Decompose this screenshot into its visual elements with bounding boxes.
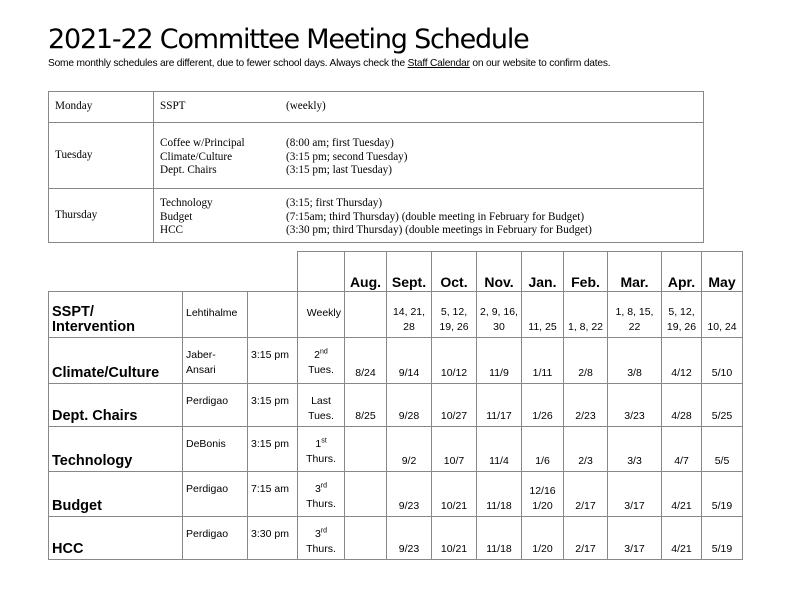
meeting-dates: 10/27 — [432, 384, 477, 427]
meeting-dates: 9/23 — [387, 517, 432, 560]
meeting-frequency — [298, 427, 345, 472]
meeting-dates: 8/25 — [345, 384, 387, 427]
committee-row — [49, 517, 743, 560]
meeting-note: (3:30 pm; third Thursday) (double meetings in February for Budget) — [286, 224, 592, 237]
committee-name: Climate/Culture — [49, 338, 183, 384]
meeting-dates — [345, 427, 387, 472]
meeting-dates: 9/28 — [387, 384, 432, 427]
header-blank — [248, 252, 298, 292]
ordinal-suffix: st — [321, 437, 327, 445]
meeting-dates: 4/28 — [662, 384, 702, 427]
weekly-overview-table — [48, 91, 704, 243]
month-header: Sept. — [387, 252, 432, 292]
frequency-label: Tues. — [308, 410, 334, 422]
frequency-ordinal — [301, 437, 341, 452]
meeting-note: (3:15 pm; last Tuesday) — [286, 164, 392, 177]
meeting-dates: 10/21 — [432, 517, 477, 560]
meeting-dates: 2/23 — [564, 384, 608, 427]
header-blank — [183, 252, 248, 292]
committee-row — [49, 292, 743, 338]
meeting-frequency — [298, 517, 345, 560]
meeting-name: Climate/Culture — [160, 150, 233, 163]
meeting-name: Coffee w/Principal — [160, 137, 245, 150]
frequency-ordinal — [301, 482, 341, 497]
header-blank — [49, 252, 183, 292]
committee-name: SSPT/ Intervention — [49, 292, 183, 338]
meeting-name: HCC — [160, 224, 184, 237]
meeting-dates: 10/12 — [432, 338, 477, 384]
meeting-dates: 3/17 — [608, 472, 662, 517]
weekday-row — [49, 92, 704, 123]
meeting-line — [160, 211, 703, 225]
frequency-label: Thurs. — [306, 453, 336, 465]
month-header: Nov. — [477, 252, 522, 292]
meeting-dates: 2/3 — [564, 427, 608, 472]
meeting-dates: 5/5 — [702, 427, 743, 472]
subtitle-text-end: on our website to confirm dates. — [469, 58, 611, 69]
meeting-dates: 1/26 — [522, 384, 564, 427]
subtitle — [48, 58, 610, 69]
ordinal-suffix: nd — [320, 348, 328, 356]
month-header: May — [702, 252, 743, 292]
committee-name: HCC — [49, 517, 183, 560]
meeting-dates: 5/10 — [702, 338, 743, 384]
meeting-frequency — [298, 384, 345, 427]
month-header: Mar. — [608, 252, 662, 292]
committee-lead: Perdigao — [183, 472, 248, 517]
meeting-dates — [345, 472, 387, 517]
frequency-ordinal — [301, 394, 341, 409]
weekday-label: Tuesday — [49, 123, 154, 189]
meeting-dates: 10/7 — [432, 427, 477, 472]
meeting-note: (3:15 pm; second Tuesday) — [286, 150, 408, 163]
meeting-dates: 3/23 — [608, 384, 662, 427]
frequency-label: Thurs. — [306, 498, 336, 510]
ordinal-number: 3 — [314, 528, 321, 540]
subtitle-text: Some monthly schedules are different, due to fewer school days. Always check the — [48, 58, 408, 69]
meeting-dates: 2/17 — [564, 517, 608, 560]
frequency-label: Weekly — [306, 307, 341, 319]
meeting-dates: 11/9 — [477, 338, 522, 384]
committee-row — [49, 427, 743, 472]
meeting-dates: 5/25 — [702, 384, 743, 427]
meeting-time — [248, 292, 298, 338]
header-frequency — [298, 252, 345, 292]
meeting-dates: 5, 12, 19, 26 — [432, 292, 477, 338]
committee-name: Technology — [49, 427, 183, 472]
committee-lead: Perdigao — [183, 517, 248, 560]
weekday-label: Thursday — [49, 189, 154, 243]
meeting-dates: 14, 21, 28 — [387, 292, 432, 338]
meeting-frequency — [298, 338, 345, 384]
ordinal-number: 3 — [314, 483, 321, 495]
weekday-meetings — [154, 189, 704, 243]
committee-lead: Lehtihalme — [183, 292, 248, 338]
meeting-note: (3:15; first Thursday) — [286, 197, 383, 210]
meeting-dates: 5/19 — [702, 472, 743, 517]
meeting-line — [160, 137, 703, 151]
meeting-dates: 9/2 — [387, 427, 432, 472]
meeting-dates: 8/24 — [345, 338, 387, 384]
meeting-time: 3:30 pm — [248, 517, 298, 560]
meeting-line — [160, 224, 703, 238]
meeting-dates: 1, 8, 22 — [564, 292, 608, 338]
meeting-dates: 3/3 — [608, 427, 662, 472]
meeting-line — [160, 151, 703, 165]
meeting-dates: 4/12 — [662, 338, 702, 384]
page-title: 2021-22 Committee Meeting Schedule — [48, 24, 529, 55]
meeting-dates: 3/8 — [608, 338, 662, 384]
month-header: Apr. — [662, 252, 702, 292]
ordinal-suffix: rd — [320, 482, 328, 490]
meeting-dates: 5, 12, 19, 26 — [662, 292, 702, 338]
weekday-row — [49, 123, 704, 189]
schedule-table — [48, 251, 743, 560]
meeting-line — [160, 197, 703, 211]
committee-lead: DeBonis — [183, 427, 248, 472]
meeting-time: 7:15 am — [248, 472, 298, 517]
meeting-name: Dept. Chairs — [160, 164, 217, 177]
committee-row — [49, 338, 743, 384]
committee-name: Dept. Chairs — [49, 384, 183, 427]
meeting-note: (8:00 am; first Tuesday) — [286, 137, 394, 150]
committee-lead: Perdigao — [183, 384, 248, 427]
meeting-name: Technology — [160, 197, 213, 210]
frequency-ordinal — [301, 348, 341, 363]
meeting-time: 3:15 pm — [248, 384, 298, 427]
meeting-dates: 11/17 — [477, 384, 522, 427]
meeting-time: 3:15 pm — [248, 427, 298, 472]
weekday-label: Monday — [49, 92, 154, 123]
meeting-dates: 10/21 — [432, 472, 477, 517]
ordinal-number: 2 — [314, 349, 321, 361]
meeting-dates: 1/6 — [522, 427, 564, 472]
meeting-dates: 2/8 — [564, 338, 608, 384]
month-header: Feb. — [564, 252, 608, 292]
meeting-name: SSPT — [160, 100, 186, 113]
meeting-dates: 11, 25 — [522, 292, 564, 338]
ordinal-number: Last — [311, 395, 331, 407]
committee-row — [49, 384, 743, 427]
committee-lead: Jaber-Ansari — [183, 338, 248, 384]
meeting-dates: 2/17 — [564, 472, 608, 517]
month-header: Oct. — [432, 252, 477, 292]
staff-calendar-link[interactable]: Staff Calendar — [407, 58, 470, 69]
meeting-dates: 9/23 — [387, 472, 432, 517]
month-header: Aug. — [345, 252, 387, 292]
meeting-dates: 1, 8, 15, 22 — [608, 292, 662, 338]
meeting-dates: 4/21 — [662, 517, 702, 560]
meeting-dates — [345, 292, 387, 338]
meeting-dates: 4/7 — [662, 427, 702, 472]
meeting-note: (weekly) — [286, 100, 326, 113]
meeting-dates: 1/11 — [522, 338, 564, 384]
meeting-dates: 11/18 — [477, 472, 522, 517]
meeting-name: Budget — [160, 210, 193, 223]
meeting-line — [160, 164, 703, 178]
frequency-label: Thurs. — [306, 543, 336, 555]
meeting-dates: 11/4 — [477, 427, 522, 472]
meeting-dates: 11/18 — [477, 517, 522, 560]
meeting-dates: 10, 24 — [702, 292, 743, 338]
meeting-frequency — [298, 472, 345, 517]
meeting-dates: 3/17 — [608, 517, 662, 560]
meeting-dates: 5/19 — [702, 517, 743, 560]
meeting-dates — [345, 517, 387, 560]
ordinal-suffix: rd — [320, 527, 328, 535]
meeting-time: 3:15 pm — [248, 338, 298, 384]
weekday-meetings — [154, 123, 704, 189]
meeting-line — [160, 100, 703, 114]
meeting-dates: 4/21 — [662, 472, 702, 517]
meeting-dates: 9/14 — [387, 338, 432, 384]
meeting-frequency — [298, 292, 345, 338]
month-header: Jan. — [522, 252, 564, 292]
weekday-meetings — [154, 92, 704, 123]
ordinal-number: 1 — [315, 438, 322, 450]
committee-name: Budget — [49, 472, 183, 517]
meeting-dates: 1/20 — [522, 517, 564, 560]
meeting-dates: 2, 9, 16, 30 — [477, 292, 522, 338]
meeting-dates: 12/16 1/20 — [522, 472, 564, 517]
weekday-row — [49, 189, 704, 243]
frequency-ordinal — [301, 527, 341, 542]
committee-row — [49, 472, 743, 517]
frequency-label: Tues. — [308, 364, 334, 376]
meeting-note: (7:15am; third Thursday) (double meeting in February for Budget) — [286, 210, 585, 223]
